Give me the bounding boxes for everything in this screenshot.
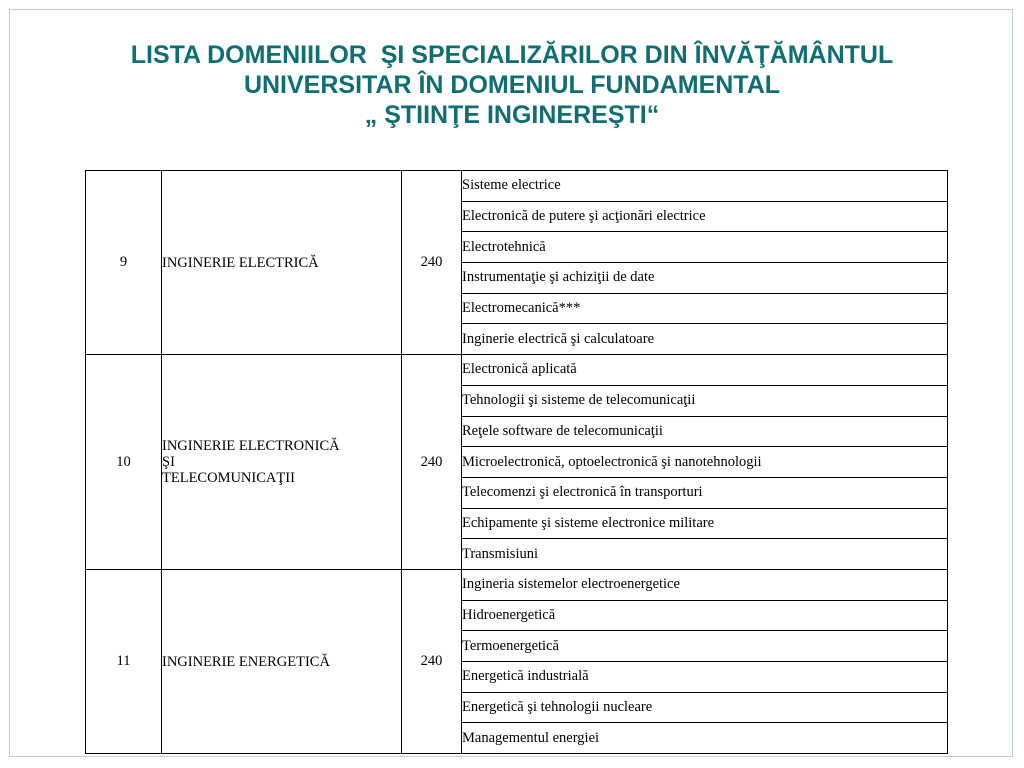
domain-number: 10 — [86, 355, 162, 570]
domain-name-line: TELECOMUNICAŢII — [162, 470, 295, 487]
domain-number: 11 — [86, 569, 162, 753]
page-title — [0, 40, 1024, 130]
table-row — [86, 171, 948, 202]
specialization-cell: Reţele software de telecomunicaţii — [462, 416, 948, 447]
domain-name: INGINERIE ENERGETICĂ — [162, 569, 402, 753]
specialization-cell: Electrotehnică — [462, 232, 948, 263]
specialization-cell: Managementul energiei — [462, 723, 948, 754]
domain-credits: 240 — [402, 171, 462, 355]
specialization-cell: Ingineria sistemelor electroenergetice — [462, 569, 948, 600]
table-row — [86, 355, 948, 386]
specialization-cell: Energetică industrială — [462, 662, 948, 693]
specialization-cell: Termoenergetică — [462, 631, 948, 662]
title-line-1: LISTA DOMENIILOR ŞI SPECIALIZĂRILOR DIN ÎNVĂŢĂMÂNTUL — [130, 41, 894, 69]
table-row — [86, 569, 948, 600]
domain-credits: 240 — [402, 355, 462, 570]
specialization-cell: Instrumentaţie şi achiziţii de date — [462, 263, 948, 294]
domain-name — [162, 355, 402, 570]
domain-name-line: ŞI — [162, 454, 175, 471]
specialization-cell: Inginerie electrică şi calculatoare — [462, 324, 948, 355]
specialization-cell: Electronică aplicată — [462, 355, 948, 386]
specialization-cell: Sisteme electrice — [462, 171, 948, 202]
domain-name-line: INGINERIE ELECTRONICĂ — [162, 438, 340, 455]
specialization-cell: Tehnologii şi sisteme de telecomunicaţii — [462, 385, 948, 416]
specialization-cell: Microelectronică, optoelectronică şi nanotehnologii — [462, 447, 948, 478]
title-line-2: UNIVERSITAR ÎN DOMENIUL FUNDAMENTAL — [243, 71, 781, 99]
specialization-cell: Energetică şi tehnologii nucleare — [462, 692, 948, 723]
domain-name: INGINERIE ELECTRICĂ — [162, 171, 402, 355]
specialization-cell: Transmisiuni — [462, 539, 948, 570]
domain-credits: 240 — [402, 569, 462, 753]
domain-number: 9 — [86, 171, 162, 355]
specialization-cell: Electronică de putere şi acţionări electrice — [462, 201, 948, 232]
specialization-cell: Telecomenzi şi electronică în transporturi — [462, 477, 948, 508]
domains-table — [85, 170, 948, 754]
specialization-cell: Electromecanică*** — [462, 293, 948, 324]
specialization-cell: Echipamente şi sisteme electronice militare — [462, 508, 948, 539]
title-line-3: „ ŞTIINŢE INGINEREŞTI“ — [364, 101, 660, 129]
specialization-cell: Hidroenergetică — [462, 600, 948, 631]
